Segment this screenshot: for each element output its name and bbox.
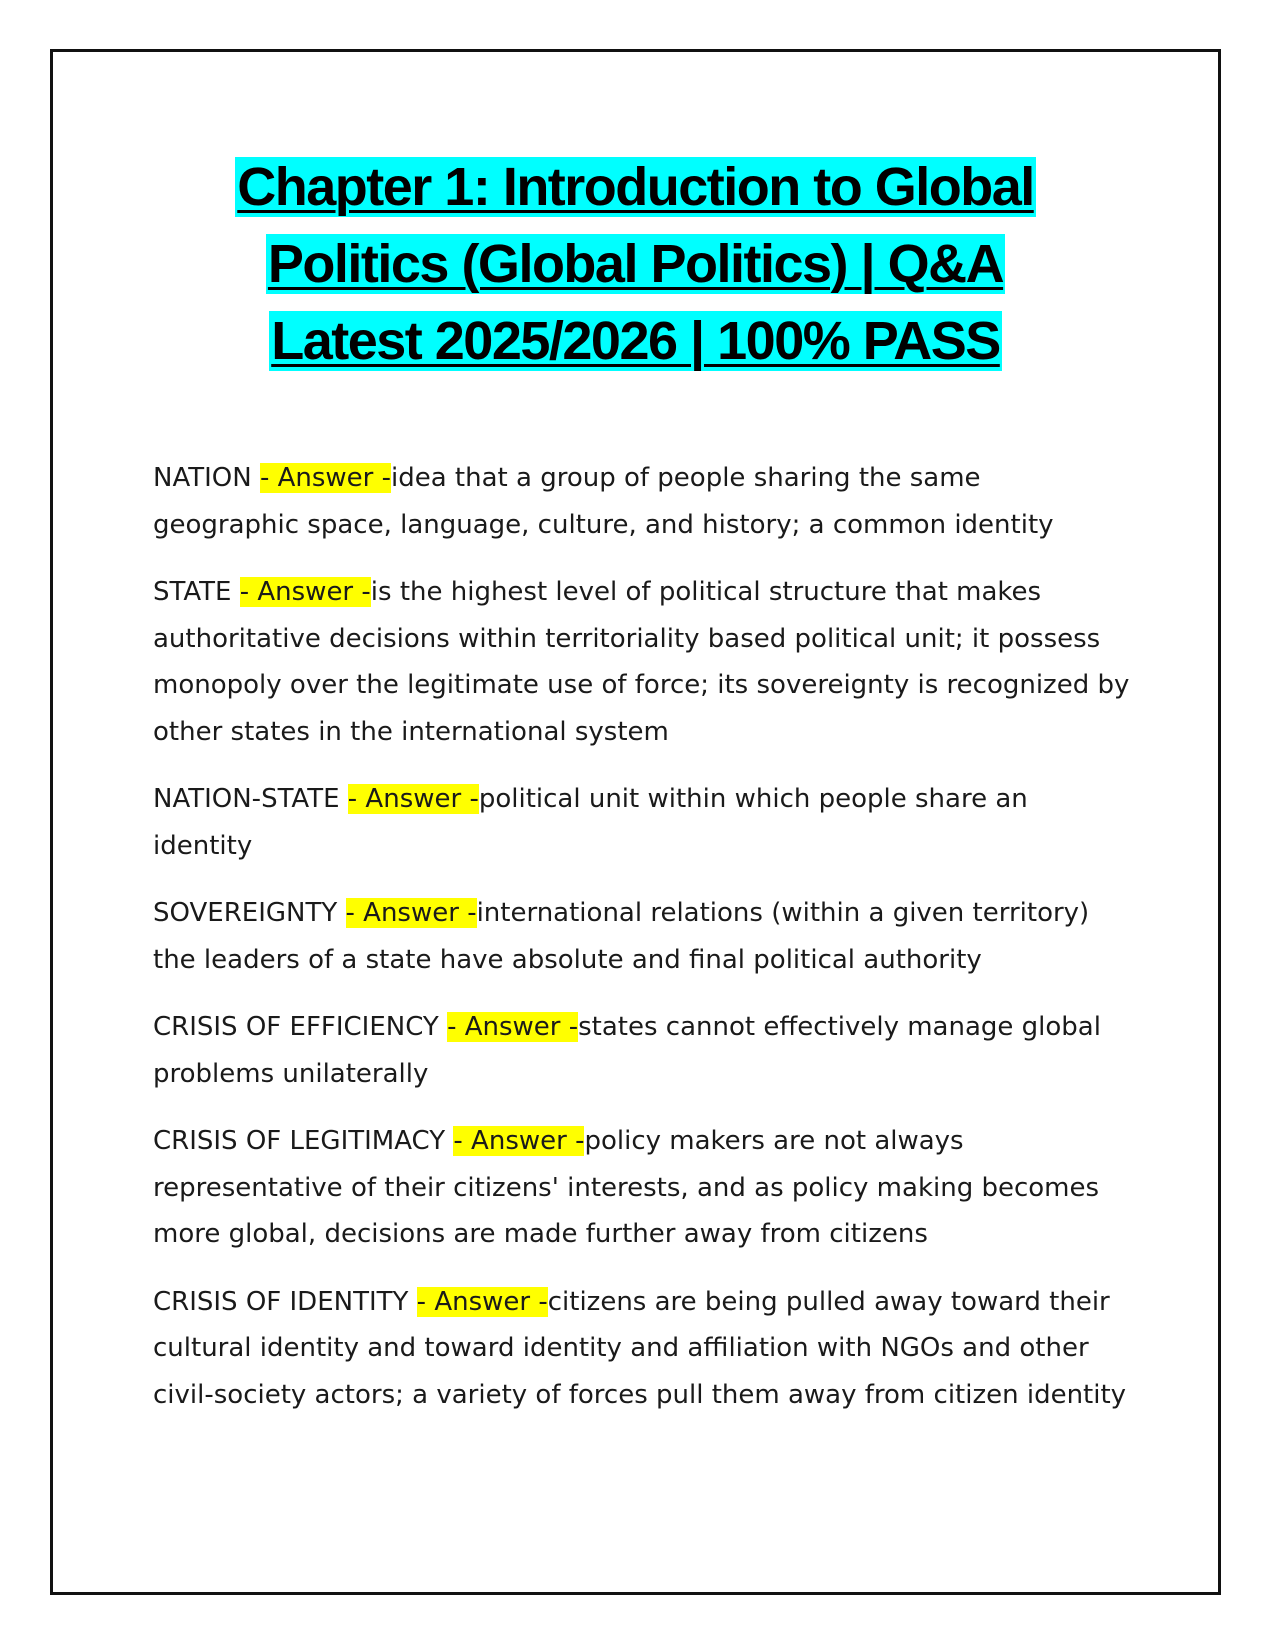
document-page	[50, 49, 1221, 1595]
entry-term: STATE	[153, 577, 232, 607]
entry-definition: political unit within which people share an identity	[153, 784, 1028, 861]
title-highlight: Latest 2025/2026 | 100% PASS	[271, 311, 1000, 371]
title-line-3	[53, 303, 1218, 380]
entry-definition: is the highest level of political structure that makes authoritative decisions within territoriality based political unit; it possess monopoly over the legitimate use of force; its sovereignty is recognized by other states in the international system	[153, 577, 1130, 747]
answer-highlight: - Answer -	[259, 463, 392, 493]
qa-entry	[153, 1118, 1133, 1258]
entry-term: CRISIS OF LEGITIMACY	[153, 1126, 446, 1156]
answer-highlight: - Answer -	[453, 1126, 585, 1156]
entry-definition: idea that a group of people sharing the same geographic space, language, culture, and history; a common identity	[153, 463, 1054, 540]
entry-term: NATION-STATE	[153, 784, 340, 814]
qa-list	[153, 455, 1133, 1439]
title-line-1	[53, 149, 1218, 226]
entry-term: NATION	[153, 463, 252, 493]
answer-highlight: - Answer -	[416, 1286, 548, 1317]
entry-definition: international relations (within a given territory) the leaders of a state have absolute and final political authority	[153, 898, 1090, 975]
qa-entry	[153, 455, 1133, 548]
entry-term: CRISIS OF EFFICIENCY	[153, 1012, 439, 1042]
answer-highlight: - Answer -	[347, 784, 479, 814]
qa-entry	[153, 569, 1133, 755]
page-title	[53, 149, 1218, 380]
qa-entry	[153, 1004, 1133, 1097]
answer-highlight: - Answer -	[345, 898, 477, 928]
answer-highlight: - Answer -	[447, 1012, 579, 1042]
entry-definition: states cannot effectively manage global problems unilaterally	[153, 1012, 1101, 1089]
entry-definition: citizens are being pulled away toward their cultural identity and toward identity and affiliation with NGOs and other civil-society actors; a variety of forces pull them away from citizen identity	[153, 1286, 1127, 1410]
title-highlight: Politics (Global Politics) | Q&A	[267, 234, 1004, 294]
qa-entry	[153, 890, 1133, 983]
title-line-2	[53, 226, 1218, 303]
answer-highlight: - Answer -	[239, 577, 371, 607]
qa-entry	[153, 776, 1133, 869]
qa-entry	[153, 1279, 1133, 1419]
title-highlight: Chapter 1: Introduction to Global	[237, 157, 1034, 217]
entry-term: CRISIS OF IDENTITY	[153, 1286, 409, 1317]
entry-definition: policy makers are not always representative of their citizens' interests, and as policy making becomes more global, decisions are made further away from citizens	[153, 1126, 1100, 1249]
entry-term: SOVEREIGNTY	[153, 898, 338, 928]
